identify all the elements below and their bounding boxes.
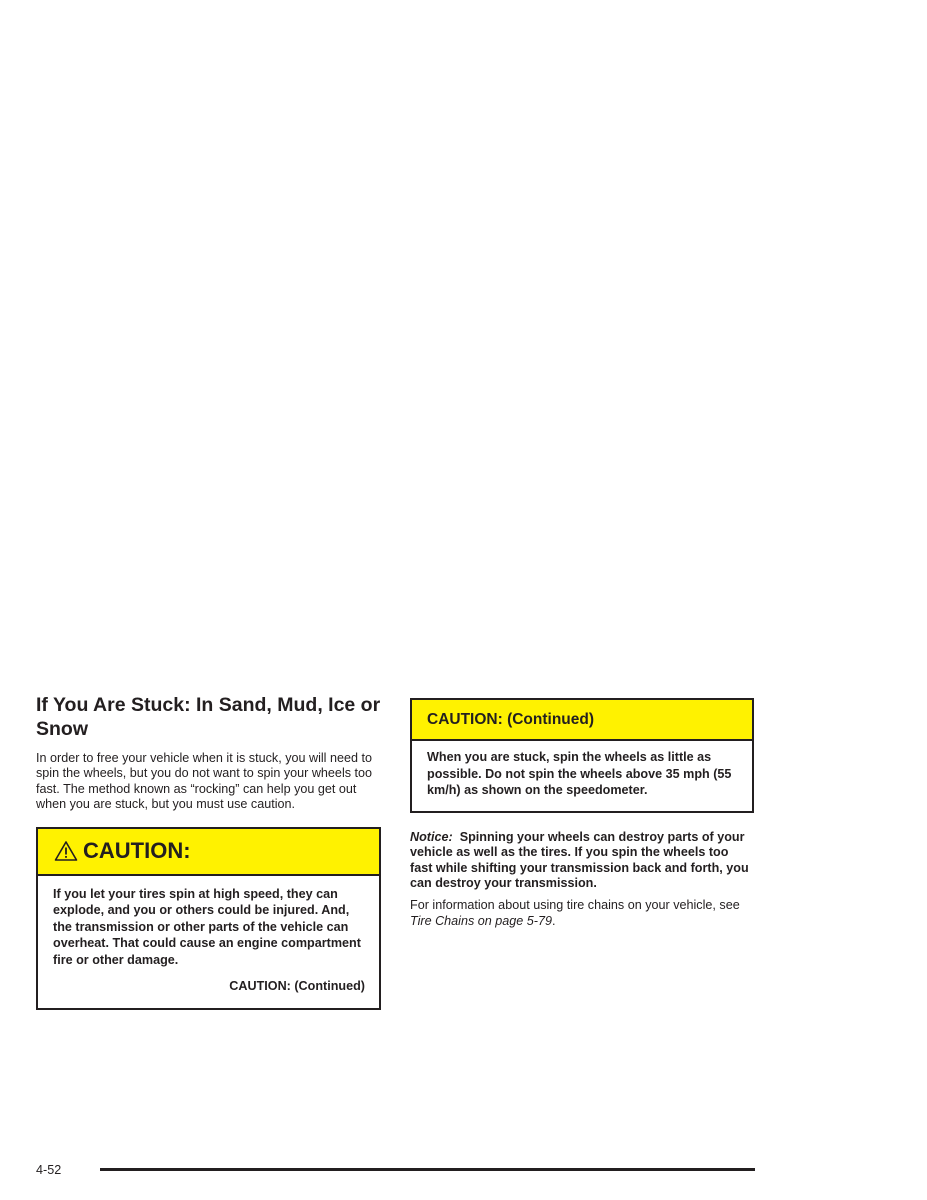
caution-box xyxy=(36,827,381,1011)
footer-rule xyxy=(100,1168,755,1171)
caution-body xyxy=(38,876,379,1009)
notice-paragraph xyxy=(410,830,754,892)
right-column xyxy=(410,698,754,929)
caution-continued-header: CAUTION: (Continued) xyxy=(412,700,752,741)
left-column xyxy=(36,693,381,1010)
section-heading: If You Are Stuck: In Sand, Mud, Ice or Snow xyxy=(36,694,381,740)
info-prefix: For information about using tire chains on your vehicle, see xyxy=(410,898,740,913)
warning-triangle-icon xyxy=(54,840,78,862)
info-paragraph xyxy=(410,898,754,929)
intro-paragraph: In order to free your vehicle when it is stuck, you will need to spin the wheels, but you do not want to spin your wheels too fast. The method known as “rocking” can help you get out when you are stuck, but you must use caution. xyxy=(36,751,373,812)
caution-header xyxy=(38,829,379,876)
info-suffix: . xyxy=(552,913,556,928)
caution-continued-text: When you are stuck, spin the wheels as little as possible. Do not spin the wheels above 35 mph (55 km/h) as shown on the speedometer. xyxy=(427,750,732,798)
caution-continued-box xyxy=(410,698,754,813)
notice-label: Notice: xyxy=(410,829,453,844)
notice-text: Spinning your wheels can destroy parts of your vehicle as well as the tires. If you spin the wheels too fast while shifting your transmission back and forth, you can destroy your transmission. xyxy=(410,829,749,890)
page-reference-link[interactable]: Tire Chains on page 5-79 xyxy=(410,913,553,928)
caution-continued-label: CAUTION: (Continued) xyxy=(229,978,365,993)
caution-text: If you let your tires spin at high speed, they can explode, and you or others could be injured. And, the transmission or other parts of the vehicle can overheat. That could cause an engine compartment fire or other damage. xyxy=(53,886,361,967)
page-number: 4-52 xyxy=(36,1163,62,1177)
caution-title: CAUTION: xyxy=(83,838,191,864)
